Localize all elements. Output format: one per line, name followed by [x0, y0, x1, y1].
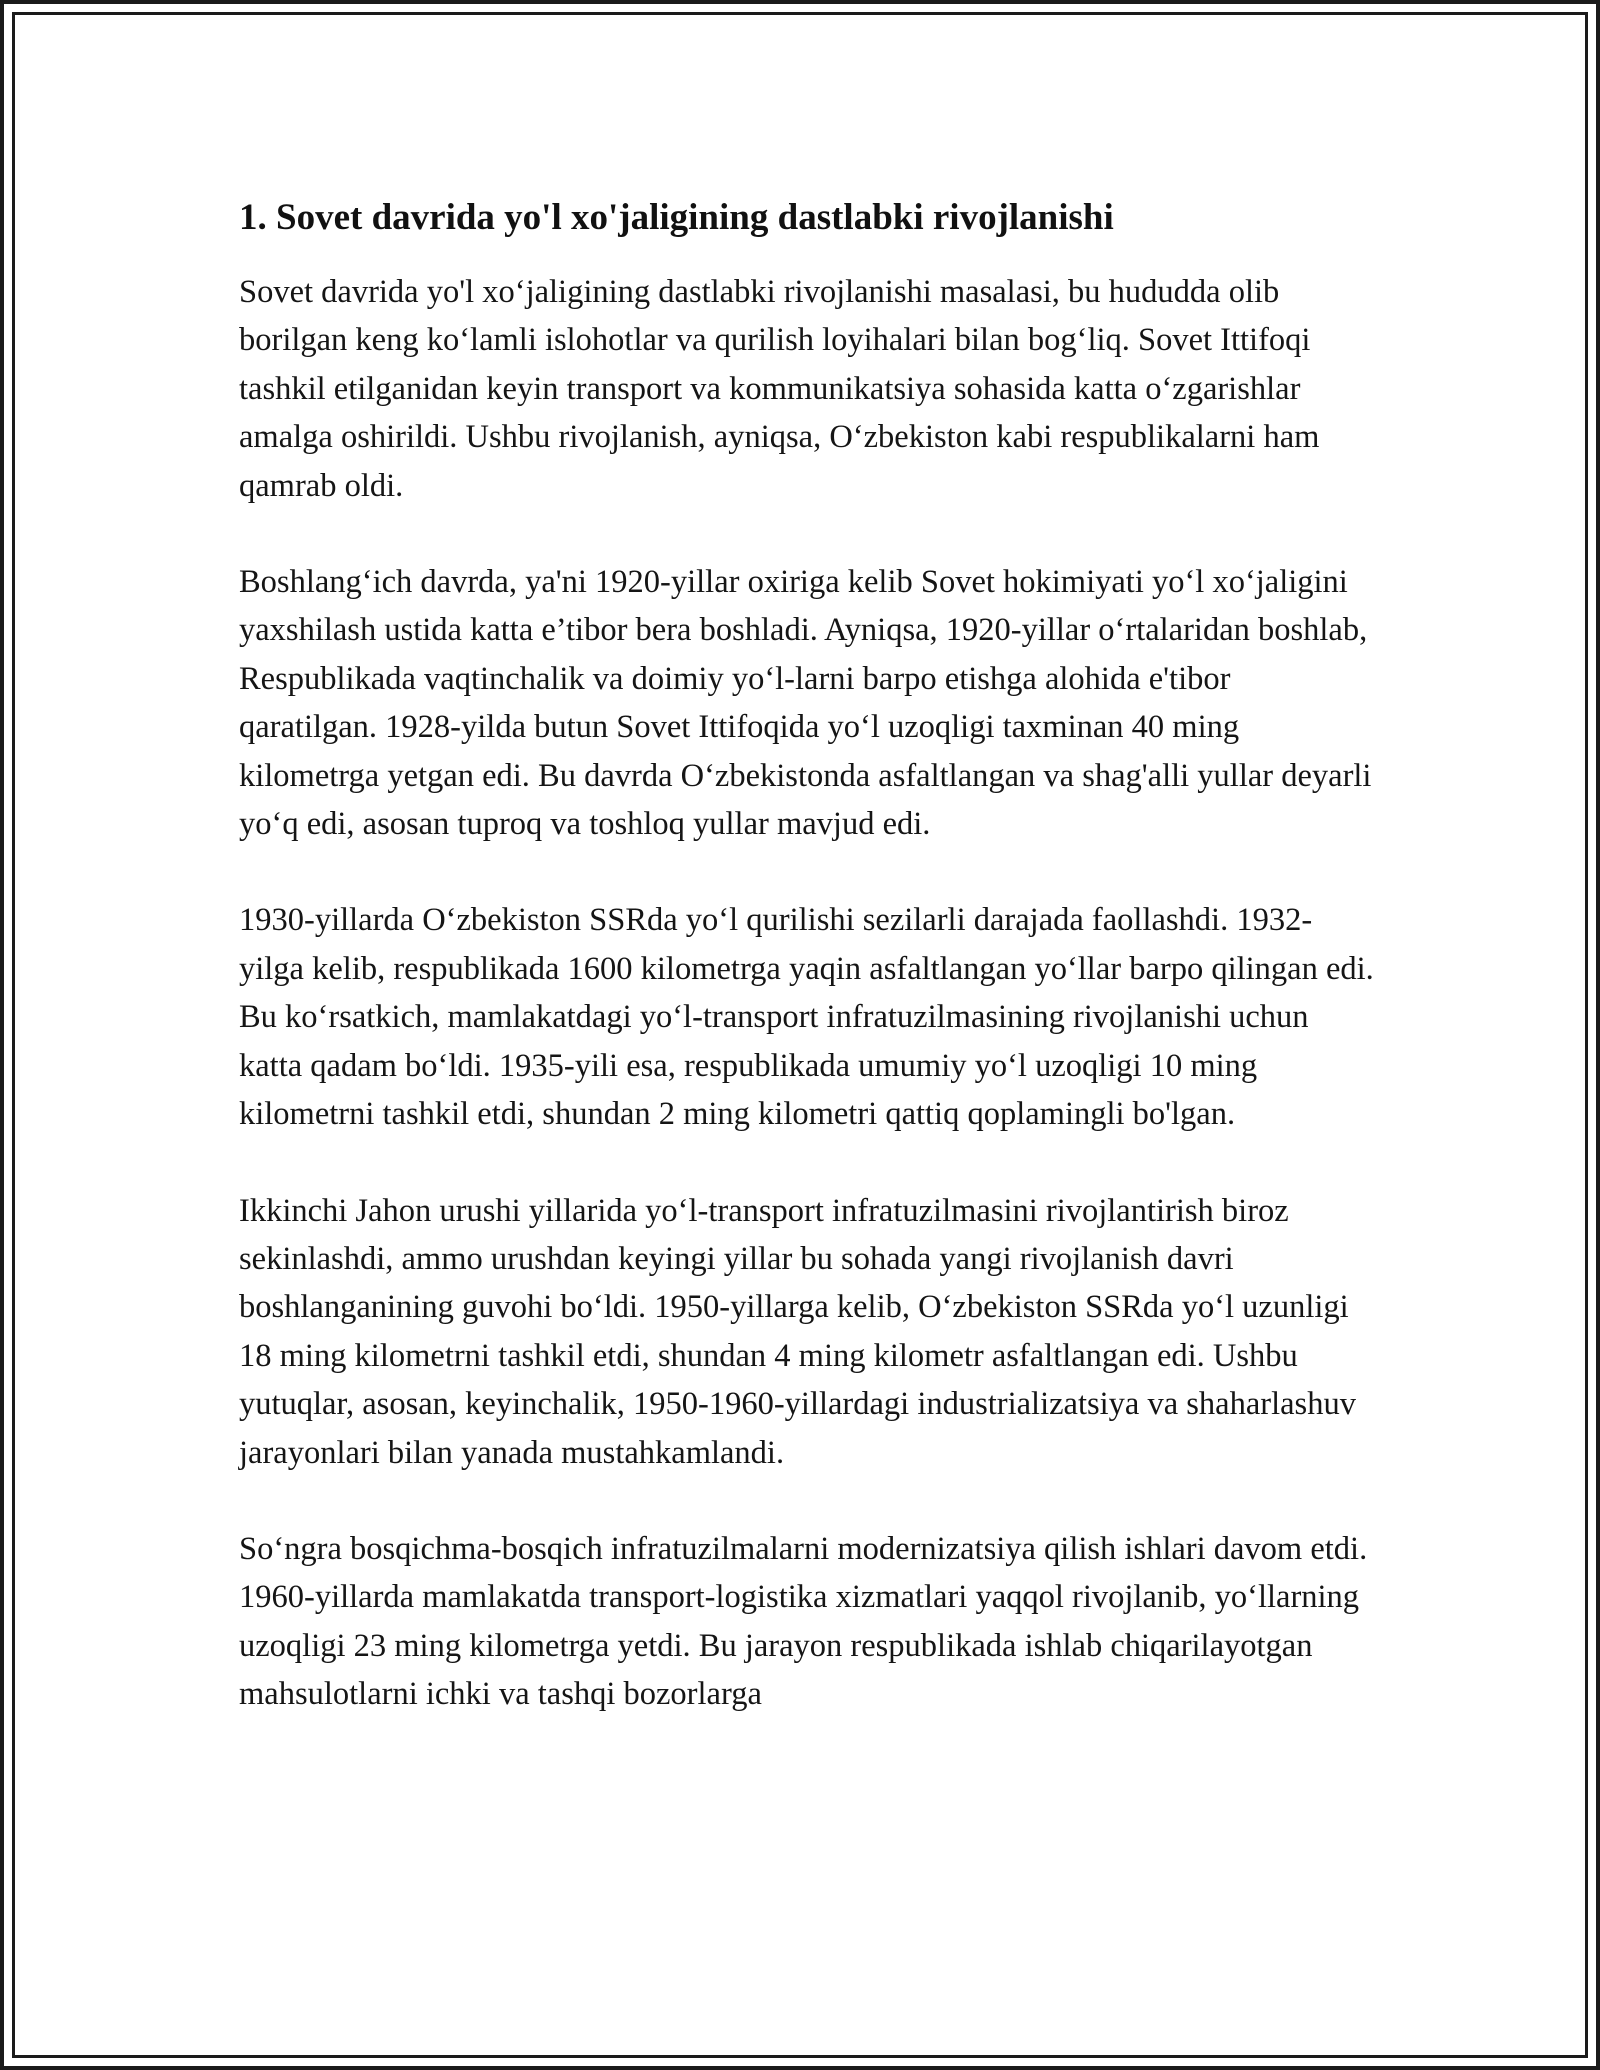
paragraph-2: Boshlang‘ich davrda, ya'ni 1920-yillar oxiriga kelib Sovet hokimiyati yo‘l xo‘jaligini yaxshilash ustida katta e’tibor bera boshladi. Ayniqsa, 1920-yillar o‘rtalaridan boshlab, Respublikada vaqtinchalik va doimiy yo‘l-larni barpo etishga alohida e'tibor qaratilgan. 1928-yilda butun Sovet Ittifoqida yo‘l uzoqligi taxminan 40 ming kilometrga yetgan edi. Bu davrda O‘zbekistonda asfaltlangan va shag'alli yullar deyarli yo‘q edi, asosan tuproq va toshloq yullar mavjud edi.: [239, 564, 1372, 843]
paragraph-5: So‘ngra bosqichma-bosqich infratuzilmalarni modernizatsiya qilish ishlari davom etdi. 1960-yillarda mamlakatda transport-logistika xizmatlari yaqqol rivojlanib, yo‘llarning uzoqligi 23 ming kilometrga yetdi. Bu jarayon respublikada ishlab chiqarilayotgan mahsulotlarni ichki va tashqi bozorlarga: [239, 1530, 1368, 1713]
section-title: 1. Sovet davrida yo'l xo'jaligining dastlabki rivojlanishi: [239, 197, 1114, 238]
paragraph-3: 1930-yillarda O‘zbekiston SSRda yo‘l qurilishi sezilarli darajada faollashdi. 1932-yilga kelib, respublikada 1600 kilometrga yaqin asfaltlangan yo‘llar barpo qilingan edi. Bu ko‘rsatkich, mamlakatdagi yo‘l-transport infratuzilmasining rivojlanishi uchun katta qadam bo‘ldi. 1935-yili esa, respublikada umumiy yo‘l uzoqligi 10 ming kilometrni tashkil etdi, shundan 2 ming kilometri qattiq qoplamingli bo'lgan.: [239, 902, 1374, 1133]
paragraph-4: Ikkinchi Jahon urushi yillarida yo‘l-transport infratuzilmasini rivojlantirish biroz sekinlashdi, ammo urushdan keyingi yillar bu sohada yangi rivojlanish davri boshlanganining guvohi bo‘ldi. 1950-yillarga kelib, O‘zbekiston SSRda yo‘l uzunligi 18 ming kilometrni tashkil etdi, shundan 4 ming kilometr asfaltlangan edi. Ushbu yutuqlar, asosan, keyinchalik, 1950-1960-yillardagi industrializatsiya va shaharlashuv jarayonlari bilan yanada mustahkamlandi.: [239, 1192, 1356, 1471]
paragraph-1: Sovet davrida yo'l xo‘jaligining dastlabki rivojlanishi masalasi, bu hududda olib borilgan keng ko‘lamli islohotlar va qurilish loyihalari bilan bog‘liq. Sovet Ittifoqi tashkil etilganidan keyin transport va kommunikatsiya sohasida katta o‘zgarishlar amalga oshirildi. Ushbu rivojlanish, ayniqsa, O‘zbekiston kabi respublikalarni ham qamrab oldi.: [239, 274, 1320, 504]
document-content: [239, 190, 1374, 1719]
